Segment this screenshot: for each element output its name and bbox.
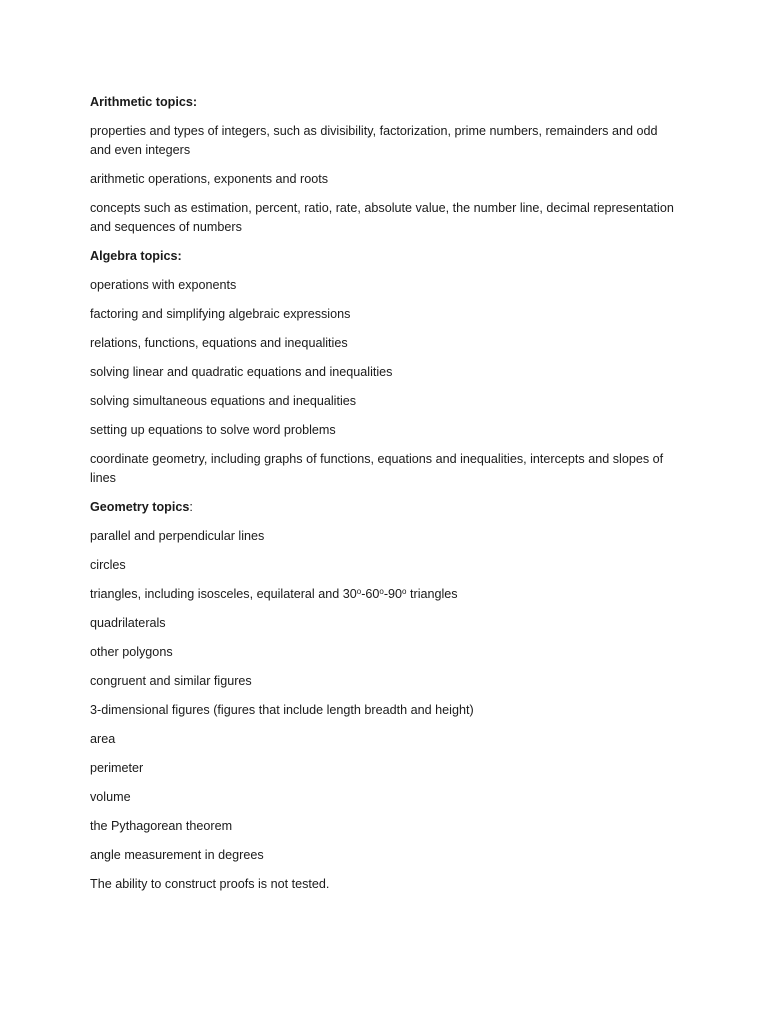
list-item: the Pythagorean theorem	[90, 819, 233, 833]
degree-mark: o	[402, 587, 407, 596]
list-item: volume	[90, 790, 131, 804]
document-page	[90, 93, 680, 904]
list-item: circles	[90, 558, 126, 572]
list-item: angle measurement in degrees	[90, 848, 264, 862]
algebra-heading: Algebra topics:	[90, 249, 182, 263]
list-item: arithmetic operations, exponents and roots	[90, 172, 329, 186]
list-item: 3-dimensional figures (figures that include length breadth and height)	[90, 703, 474, 717]
list-item: perimeter	[90, 761, 144, 775]
list-item: factoring and simplifying algebraic expressions	[90, 307, 351, 321]
list-item: operations with exponents	[90, 278, 237, 292]
arithmetic-heading: Arithmetic topics:	[90, 95, 198, 109]
geometry-heading	[90, 498, 680, 517]
triangles-text: -60	[361, 587, 380, 601]
degree-mark: o	[379, 587, 384, 596]
triangles-text: triangles, including isosceles, equilateral and 30	[90, 587, 357, 601]
list-item: concepts such as estimation, percent, ratio, rate, absolute value, the number line, decimal representation and sequences of numbers	[90, 201, 674, 234]
degree-mark: o	[356, 587, 362, 596]
list-item: quadrilaterals	[90, 616, 166, 630]
list-item: relations, functions, equations and inequalities	[90, 336, 348, 350]
list-item: solving linear and quadratic equations and inequalities	[90, 365, 393, 379]
triangles-text: -90	[383, 587, 403, 601]
list-item: properties and types of integers, such as divisibility, factorization, prime numbers, remainders and odd and even integers	[90, 124, 658, 157]
list-item: other polygons	[90, 645, 173, 659]
list-item: congruent and similar figures	[90, 674, 252, 688]
list-item: coordinate geometry, including graphs of functions, equations and inequalities, intercepts and slopes of lines	[90, 452, 664, 485]
geometry-heading-text: Geometry topics	[90, 500, 190, 514]
list-item: setting up equations to solve word problems	[90, 423, 336, 437]
triangles-text: triangles	[406, 587, 458, 601]
list-item: solving simultaneous equations and inequalities	[90, 394, 357, 408]
closing-note: The ability to construct proofs is not tested.	[90, 877, 330, 891]
geometry-heading-colon: :	[189, 500, 193, 514]
list-item-triangles	[90, 585, 680, 604]
list-item: parallel and perpendicular lines	[90, 529, 265, 543]
list-item: area	[90, 732, 116, 746]
